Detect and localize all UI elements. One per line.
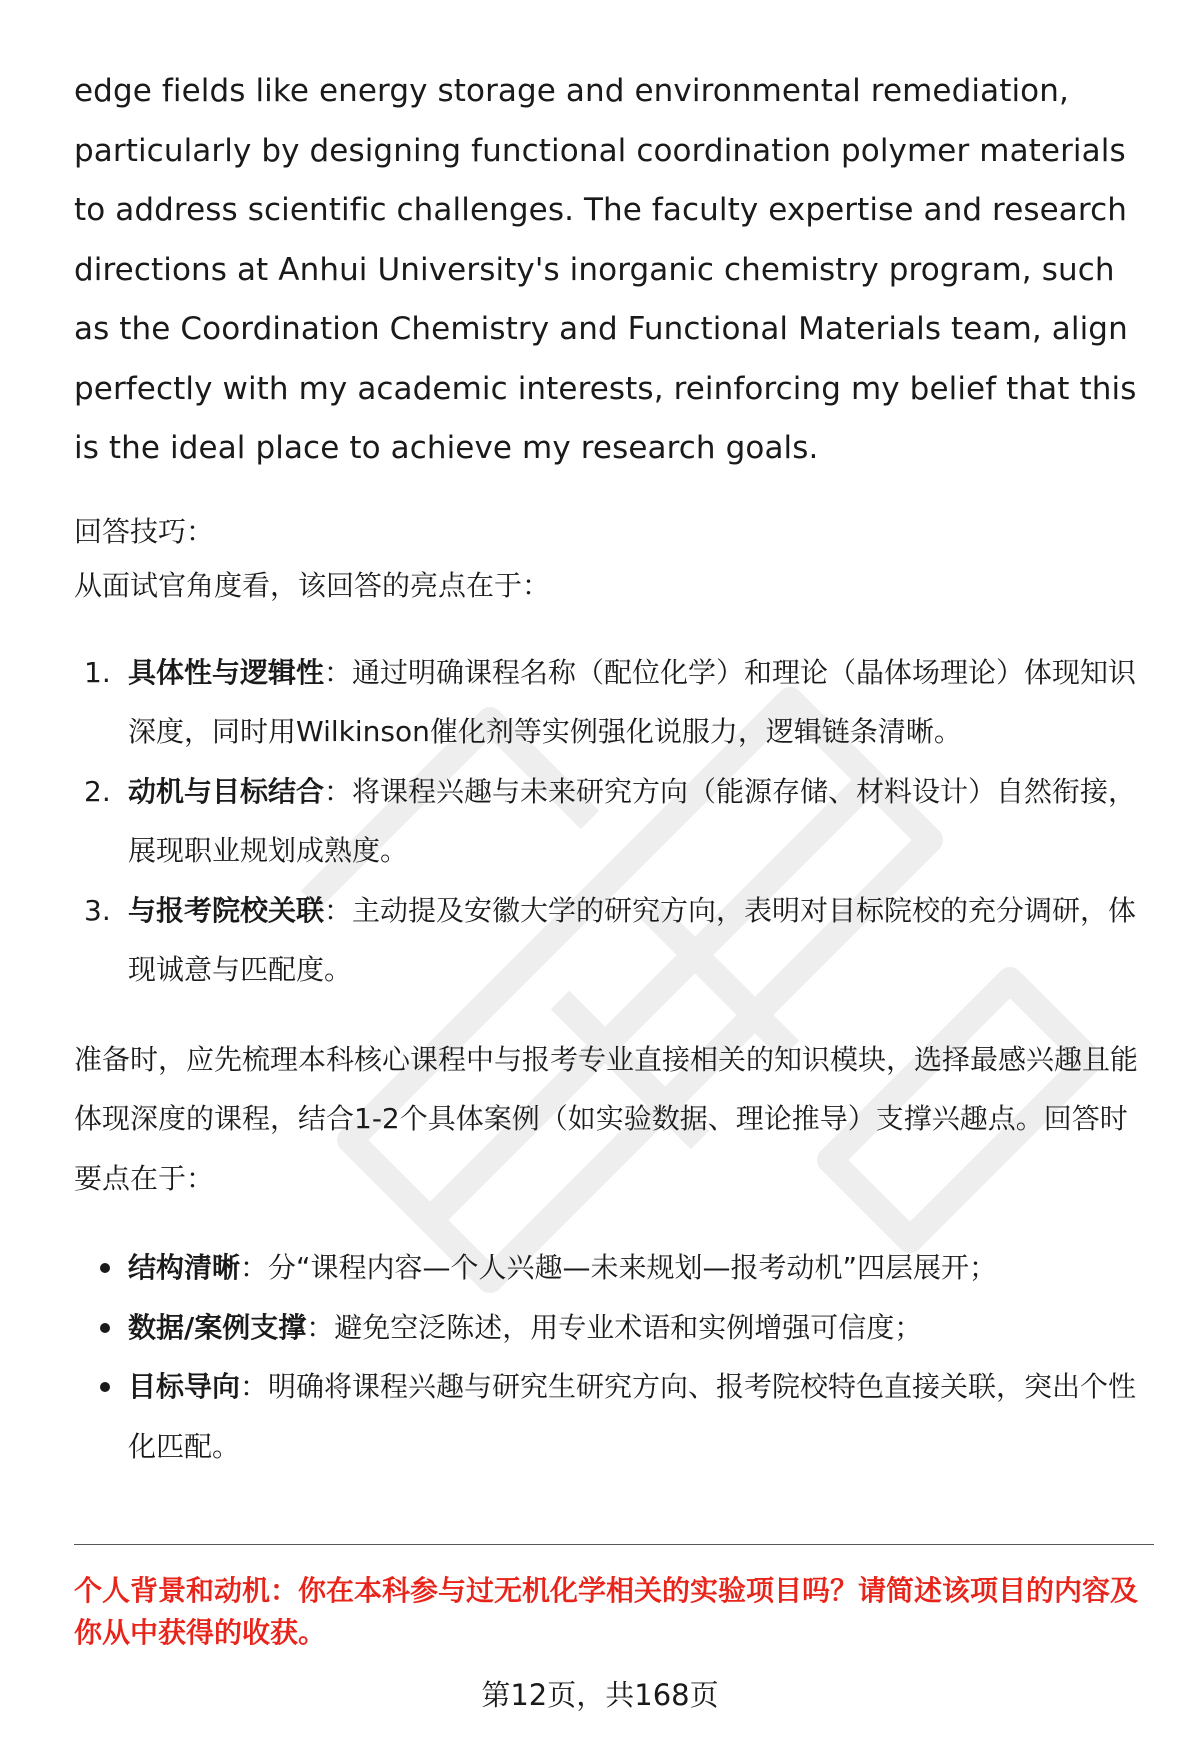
bullet-icon <box>100 1323 110 1333</box>
tips-intro: 从面试官角度看，该回答的亮点在于： <box>74 568 551 602</box>
preparation-paragraph: 准备时，应先梳理本科核心课程中与报考专业直接相关的知识模块，选择最感兴趣且能体现深度的课程，结合1-2个具体案例（如实验数据、理论推导）支撑兴趣点。回答时要点在于： <box>74 1042 1139 1195</box>
answer-paragraph: edge fields like energy storage and environmental remediation, particularly by designing functional coordination polymer materials to address scientific challenges. The faculty expertise and research directions at Anhui University's inorganic chemistry program, such as the Coordination Chemistry and Functional Materials team, align perfectly with my academic interests, reinforcing my belief that this is the ideal place to achieve my research goals. <box>74 73 1137 466</box>
list-item <box>74 762 1154 881</box>
page-number: 第12页，共168页 <box>481 1678 719 1712</box>
tips-heading: 回答技巧： <box>74 514 215 548</box>
key-points-list <box>74 1238 1154 1476</box>
list-number: 1. <box>84 655 111 689</box>
point-key: 目标导向 <box>128 1370 241 1403</box>
point-text: 避免空泛陈述，用专业术语和实例增强可信度； <box>334 1310 923 1344</box>
section-divider <box>74 1544 1154 1545</box>
highlight-key: 与报考院校关联 <box>128 893 325 927</box>
next-question-heading: 个人背景和动机：你在本科参与过无机化学相关的实验项目吗？请简述该项目的内容及你从中获得的收获。 <box>74 1574 1139 1649</box>
list-item <box>74 1357 1154 1476</box>
highlights-list <box>74 643 1154 1000</box>
highlight-sep: ： <box>324 893 353 927</box>
highlight-sep: ： <box>324 655 353 689</box>
highlight-key: 动机与目标结合 <box>128 774 325 808</box>
list-item <box>74 881 1154 1000</box>
highlight-text: 通过明确课程名称（配位化学）和理论（晶体场理论）体现知识深度，同时用Wilkinson催化剂等实例强化说服力，逻辑链条清晰。 <box>128 655 1137 748</box>
highlight-sep: ： <box>324 774 353 808</box>
point-sep: ： <box>306 1310 335 1344</box>
point-key: 结构清晰 <box>128 1251 241 1284</box>
bullet-icon <box>100 1382 110 1392</box>
list-item <box>74 1298 1154 1358</box>
point-text: 分“课程内容—个人兴趣—未来规划—报考动机”四层展开； <box>268 1251 998 1284</box>
highlight-key: 具体性与逻辑性 <box>128 655 325 689</box>
list-item <box>74 643 1154 762</box>
point-key: 数据/案例支撑 <box>128 1310 307 1344</box>
highlight-text: 将课程兴趣与未来研究方向（能源存储、材料设计）自然衔接，展现职业规划成熟度。 <box>128 774 1137 867</box>
point-sep: ： <box>240 1370 269 1403</box>
highlight-text: 主动提及安徽大学的研究方向，表明对目标院校的充分调研，体现诚意与匹配度。 <box>128 893 1137 986</box>
bullet-icon <box>100 1263 110 1273</box>
point-text: 明确将课程兴趣与研究生研究方向、报考院校特色直接关联，突出个性化匹配。 <box>128 1370 1137 1463</box>
point-sep: ： <box>240 1251 269 1284</box>
list-item <box>74 1238 1154 1298</box>
page-content <box>74 62 1154 1476</box>
list-number: 2. <box>84 774 111 808</box>
list-number: 3. <box>84 893 111 927</box>
